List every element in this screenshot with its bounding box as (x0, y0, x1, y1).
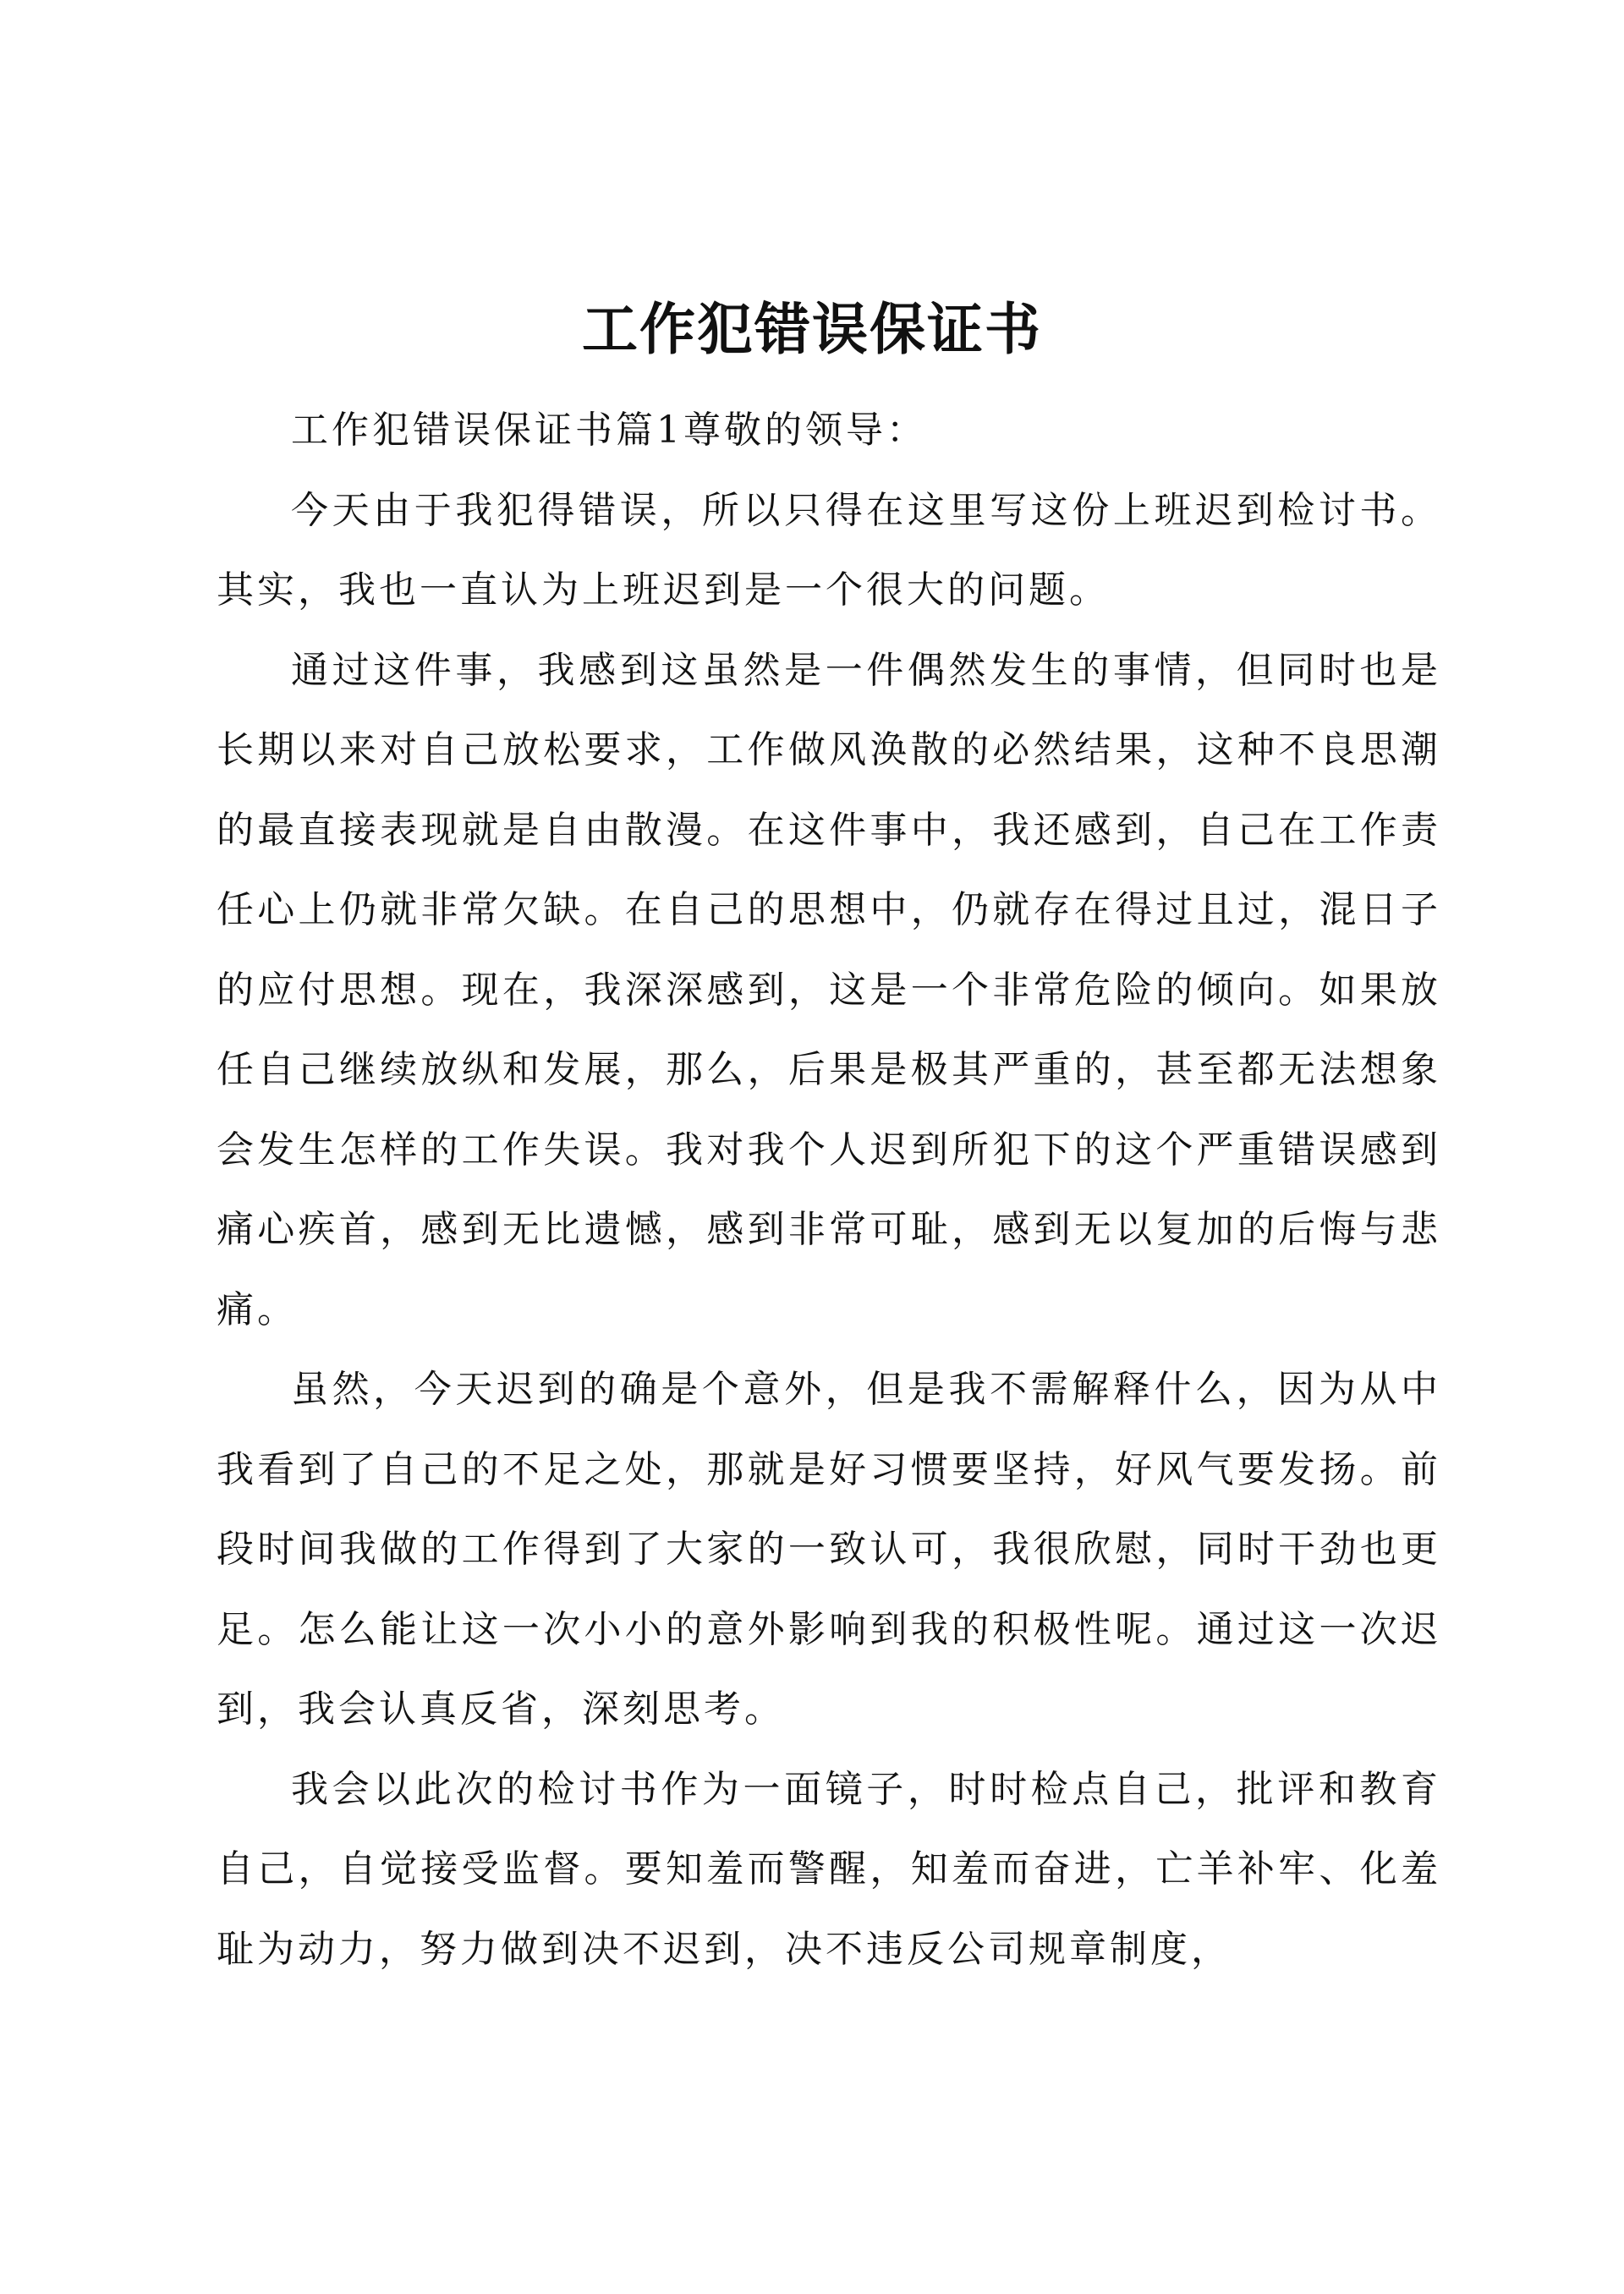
paragraph-intro: 今天由于我犯得错误，所以只得在这里写这份上班迟到检讨书。其实，我也一直认为上班迟到是一个很大的问题。 (217, 488, 1441, 612)
paragraph-salutation: 工作犯错误保证书篇1尊敬的领导： (291, 409, 927, 452)
document-body (217, 391, 1441, 1989)
paragraph-commitment: 我会以此次的检讨书作为一面镜子，时时检点自己，批评和教育自己，自觉接受监督。要知羞而警醒，知羞而奋进，亡羊补牢、化羞耻为动力，努力做到决不迟到，决不违反公司规章制度， (217, 1767, 1441, 1971)
paragraph-reflection: 通过这件事，我感到这虽然是一件偶然发生的事情，但同时也是长期以来对自己放松要求，工作做风涣散的必然结果，这种不良思潮的最直接表现就是自由散漫。在这件事中，我还感到，自己在工作责任心上仍就非常欠缺。在自己的思想中，仍就存在得过且过，混日子的应付思想。现在，我深深感到，这是一个非常危险的倾向。如果放任自己继续放纵和发展，那么，后果是极其严重的，甚至都无法想象会发生怎样的工作失误。我对我个人迟到所犯下的这个严重错误感到痛心疾首，感到无比遗憾，感到非常可耻，感到无以复加的后悔与悲痛。 (217, 648, 1441, 1331)
document-title: 工作犯错误保证书 (582, 296, 1042, 362)
paragraph-explanation: 虽然，今天迟到的确是个意外，但是我不需解释什么，因为从中我看到了自己的不足之处，那就是好习惯要坚持，好风气要发扬。前段时间我做的工作得到了大家的一致认可，我很欣慰，同时干劲也更足。怎么能让这一次小小的意外影响到我的积极性呢。通过这一次迟到，我会认真反省，深刻思考。 (217, 1368, 1441, 1731)
